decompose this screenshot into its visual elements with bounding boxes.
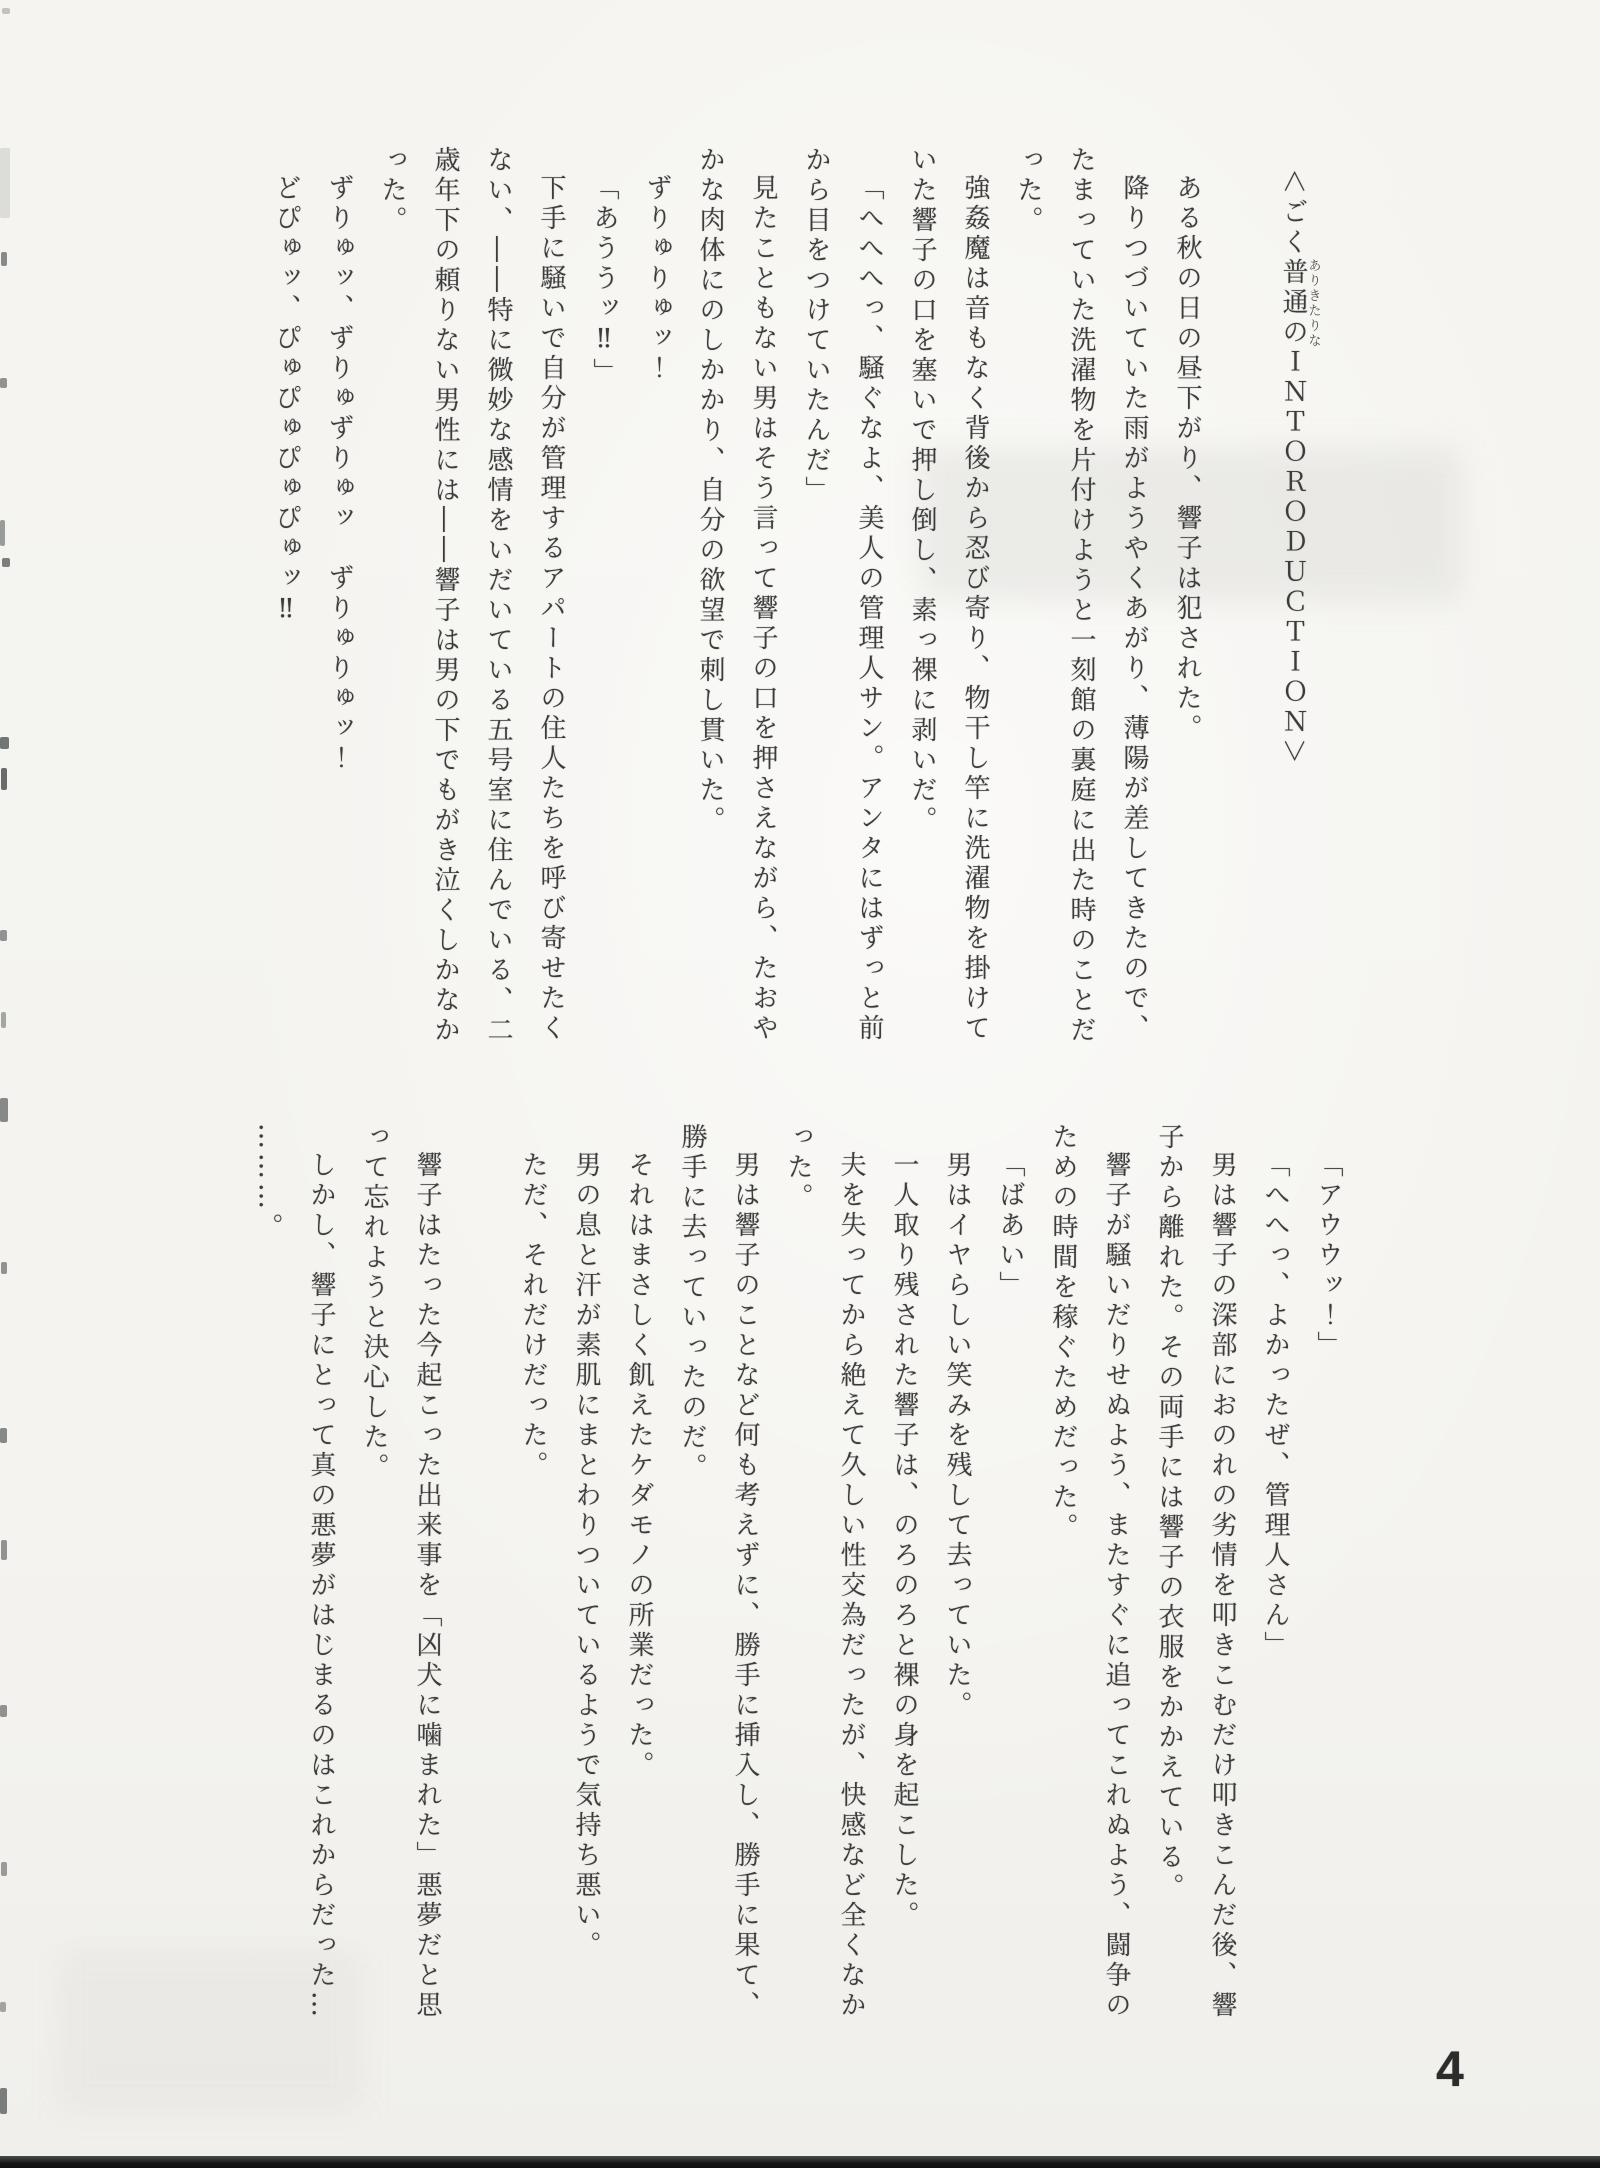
text-column: ………。 xyxy=(253,1123,283,1243)
text-column: 響子はたった今起こった出来事を「凶犬に噛まれた」悪夢だと思 xyxy=(412,1151,442,2021)
text-column: ない、――特に微妙な感情をいだいている五号室に住んでいる、二 xyxy=(483,146,513,1046)
scan-artifact xyxy=(0,378,7,388)
text-column: 「アウウッ！」 xyxy=(1313,1151,1343,1361)
text-column: 夫を失ってから絶えて久しい性交為だったが、快感など全くなか xyxy=(836,1151,866,2021)
scan-artifact xyxy=(1,1862,7,1876)
text-column: どぴゅッ、ぴゅぴゅぴゅぴゅッ‼ xyxy=(271,174,301,628)
text-column: 強姦魔は音もなく背後から忍び寄り、物干し竿に洗濯物を掛けて xyxy=(960,174,990,1044)
text-column: 一人取り残された響子は、のろのろと裸の身を起こした。 xyxy=(889,1151,919,1931)
text-column: ずりゅッ、ずりゅずりゅッ ずりゅりゅッ！ xyxy=(324,174,354,774)
text-column: 男は響子の深部におのれの劣情を叩きこむだけ叩きこんだ後、響 xyxy=(1207,1151,1237,2021)
text-column: 子から離れた。その両手には響子の衣服をかかえている。 xyxy=(1154,1123,1184,1903)
scan-artifact xyxy=(1,1262,7,1274)
text-column: しかし、響子にとって真の悪夢がはじまるのはこれからだった… xyxy=(306,1151,336,2021)
text-column: かな肉体にのしかかり、自分の欲望で刺し貫いた。 xyxy=(695,146,725,836)
page-number: 4 xyxy=(1436,2041,1464,2097)
text-column: 「あううッ‼」 xyxy=(589,174,619,388)
scan-artifact xyxy=(0,520,5,546)
scan-artifact xyxy=(0,1428,7,1443)
text-column: ただ、それだけだった。 xyxy=(518,1151,548,1481)
scan-artifact xyxy=(2,8,10,14)
text-column: 男は響子のことなど何も考えずに、勝手に挿入し、勝手に果て、 xyxy=(730,1151,760,2021)
text-column: 男の息と汗が素肌にまとわりついているようで気持ち悪い。 xyxy=(571,1151,601,1961)
text-column: ための時間を稼ぐためだった。 xyxy=(1048,1123,1078,1543)
text-column: 勝手に去っていったのだ。 xyxy=(677,1123,707,1483)
scan-artifact xyxy=(0,2002,6,2012)
scan-artifact xyxy=(0,930,7,941)
scan-artifact xyxy=(1,768,7,790)
text-column: 降りつづいていた雨がようやくあがり、薄陽が差してきたので、 xyxy=(1119,174,1149,1044)
text-column: った。 xyxy=(377,146,407,236)
text-column: 男はイヤらしい笑みを残して去っていた。 xyxy=(942,1151,972,1721)
text-column: それはまさしく飢えたケダモノの所業だった。 xyxy=(624,1151,654,1781)
scan-artifact xyxy=(1,1012,6,1028)
scan-artifact xyxy=(0,1098,8,1122)
scan-artifact xyxy=(2,558,10,567)
scan-artifact xyxy=(1,1540,7,1560)
text-column: った。 xyxy=(1013,146,1043,236)
scan-artifact xyxy=(1,252,7,266)
text-column: ずりゅりゅッ！ xyxy=(642,174,672,384)
text-column: 「へへっ、よかったぜ、管理人さん」 xyxy=(1260,1151,1290,1661)
text-column: った。 xyxy=(783,1123,813,1213)
text-column: 「へへへっ、騒ぐなよ、美人の管理人サン。アンタにはずっと前 xyxy=(854,174,884,1044)
text-column: ある秋の日の昼下がり、響子は犯された。 xyxy=(1172,174,1202,744)
text-column: 歳年下の頼りない男性には――響子は男の下でもがき泣くしかなか xyxy=(430,146,460,1046)
text-column: たまっていた洗濯物を片付けようと一刻館の裏庭に出た時のことだ xyxy=(1066,146,1096,1046)
scan-artifact xyxy=(0,148,10,218)
section-heading-column: ＜ごく普通のありきたりなＩＮＴＯＲＯＤＵＣＴＩＯＮ＞ xyxy=(1278,168,1321,769)
text-column: って忘れようと決心した。 xyxy=(359,1123,389,1483)
text-column: いた響子の口を塞いで押し倒し、素っ裸に剥いだ。 xyxy=(907,146,937,836)
scan-artifact xyxy=(0,737,9,749)
intro-text-block xyxy=(259,146,1320,1106)
text-column: 見たこともない男はそう言って響子の口を押さえながら、たおや xyxy=(748,174,778,1044)
main-text-block xyxy=(241,1123,1354,2083)
text-column: 下手に騒いで自分が管理するアパートの住人たちを呼び寄せたく xyxy=(536,174,566,1044)
text-column: 響子が騒いだりせぬよう、またすぐに追ってこれぬよう、闘争の xyxy=(1101,1151,1131,2021)
scan-artifact xyxy=(0,1705,7,1717)
scan-artifact xyxy=(0,2088,7,2114)
text-column: 「ばあい」 xyxy=(995,1151,1025,1301)
scan-edge-bar xyxy=(0,2156,1600,2168)
text-column: から目をつけていたんだ」 xyxy=(801,146,831,506)
